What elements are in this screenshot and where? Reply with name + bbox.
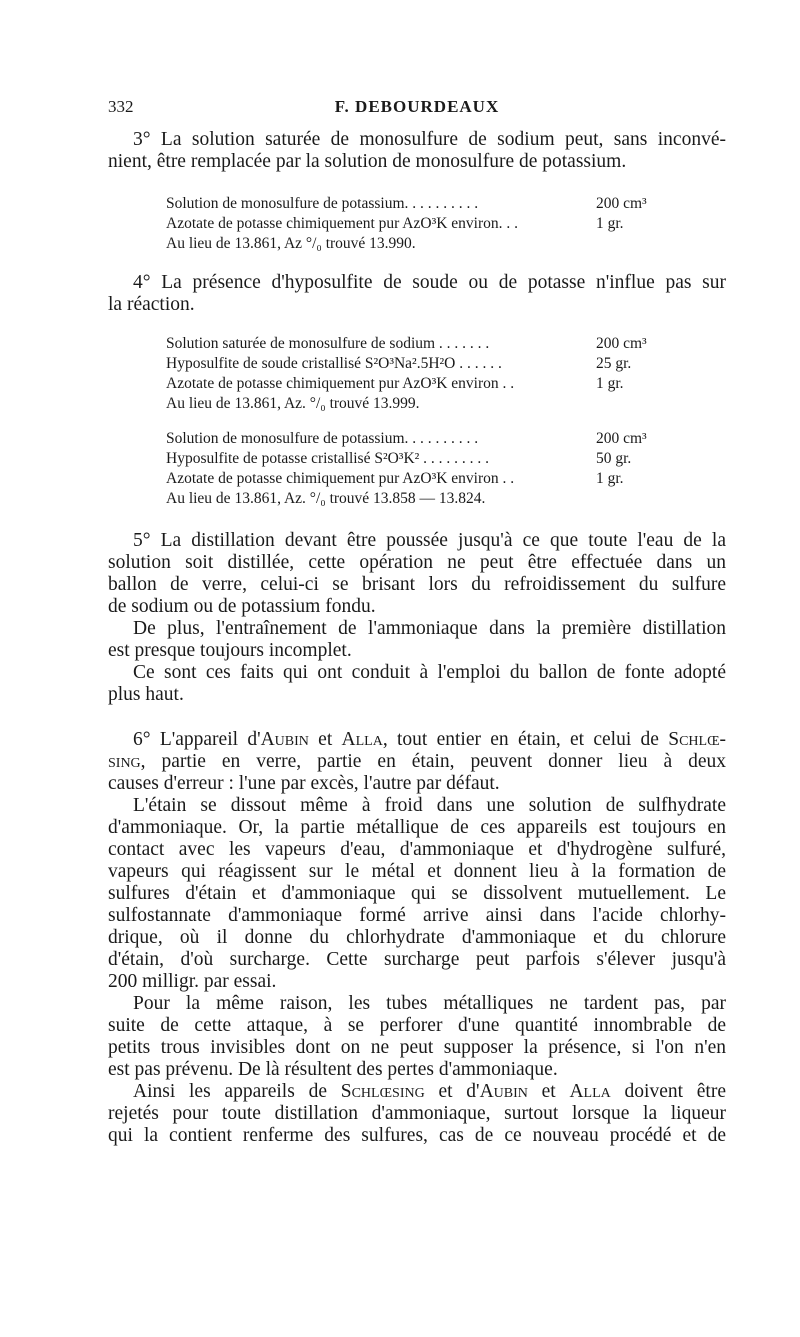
text-line: la réaction. [108,294,195,315]
text-line: 5° La distillation devant être poussée jusqu'à ce que toute l'eau de la [133,530,726,551]
ingredient-amount: 200 cm³ [596,430,647,447]
ingredient-amount: 200 cm³ [596,335,647,352]
ingredient-label: Azotate de potasse chimiquement pur AzO³K environ . . [166,470,515,487]
text-line: causes d'erreur : l'une par excès, l'autre par défaut. [108,773,500,794]
ingredient-amount: 1 gr. [596,470,624,487]
ingredient-amount: 25 gr. [596,355,632,372]
text-line: 3° La solution saturée de monosulfure de sodium peut, sans inconvé- [133,129,726,150]
recipe-row [166,354,666,374]
paragraph-6 [108,729,726,1147]
text-line: suite de cette attaque, à se perforer d'une quantité innombrable de [108,1015,726,1036]
text-line: Ainsi les appareils de Schlœsing et d'Aubin et Alla doivent être [133,1081,726,1102]
page-number: 332 [108,97,134,116]
recipe-row [166,214,666,234]
text-line: est pas prévenu. De là résultent des pertes d'ammoniaque. [108,1059,558,1080]
text-line: qui la contient renferme des sulfures, cas de ce nouveau procédé et de [108,1125,726,1146]
author-name: Schlœsing [340,1081,425,1102]
recipe-row [166,194,666,214]
result-line: Au lieu de 13.861, Az. °/₀ trouvé 13.858 — 13.824. [166,490,486,507]
text-line: Ce sont ces faits qui ont conduit à l'emploi du ballon de fonte adopté [133,662,726,683]
ingredient-label: Solution de monosulfure de potassium. . . . . . . . . . [166,195,479,212]
ingredient-amount: 50 gr. [596,450,632,467]
text-line: rejetés pour toute distillation d'ammoniaque, surtout lorsque la liqueur [108,1103,726,1124]
recipe-potassium-hyposulfite [166,429,666,509]
text-line: sulfostannate d'ammoniaque formé arrive ainsi dans l'acide chlorhy- [108,905,726,926]
text-line: d'ammoniaque. Or, la partie métallique de ces appareils est toujours en [108,817,726,838]
paragraph-3 [108,129,726,173]
ingredient-amount: 200 cm³ [596,195,647,212]
text-line: Pour la même raison, les tubes métalliques ne tardent pas, par [133,993,726,1014]
recipe-row [166,449,666,469]
text-line: De plus, l'entraînement de l'ammoniaque dans la première distillation [133,618,726,639]
text-line: L'étain se dissout même à froid dans une solution de sulfhydrate [133,795,726,816]
author-name: Alla [341,729,383,750]
text-line: sulfures d'étain et d'ammoniaque qui se dissolvent mutuellement. Le [108,883,726,904]
text-line: petits trous invisibles dont on ne peut supposer la présence, si l'on n'en [108,1037,726,1058]
text-line: d'étain, d'où surcharge. Cette surcharge peut parfois s'élever jusqu'à [108,949,726,970]
author-name: Aubin [479,1081,528,1102]
text-line: 4° La présence d'hyposulfite de soude ou de potasse n'influe pas sur [133,272,726,293]
author-name: Schlœ- [668,729,727,750]
recipe-row [166,374,666,394]
ingredient-label: Azotate de potasse chimiquement pur AzO³K environ. . . [166,215,519,232]
recipe-row [166,429,666,449]
running-title: F. DEBOURDEAUX [334,97,500,116]
author-name: Alla [569,1081,611,1102]
recipe-row [166,469,666,489]
recipe-row [166,334,666,354]
paragraph-4 [108,272,726,316]
ingredient-label: Hyposulfite de potasse cristallisé S²O³K² . . . . . . . . . [166,450,490,467]
text-line: sing, partie en verre, partie en étain, peuvent donner lieu à deux [108,751,726,772]
text-line: plus haut. [108,684,184,705]
paragraph-5 [108,530,726,706]
ingredient-label: Solution saturée de monosulfure de sodium . . . . . . . [166,335,490,352]
text-line: ballon de verre, celui-ci se brisant lors du refroidissement du sulfure [108,574,726,595]
result-line: Au lieu de 13.861, Az. °/₀ trouvé 13.999. [166,395,420,412]
text-line: drique, où il donne du chlorhydrate d'ammoniaque et du chlorure [108,927,726,948]
text-line: 6° L'appareil d'Aubin et Alla, tout entier en étain, et celui de Schlœ- [133,729,727,750]
text-line: est presque toujours incomplet. [108,640,352,661]
text-line: de sodium ou de potassium fondu. [108,596,376,617]
text-line: 200 milligr. par essai. [108,971,277,992]
running-header [108,97,726,121]
result-line: Au lieu de 13.861, Az °/₀ trouvé 13.990. [166,235,416,252]
author-name: sing [108,751,141,772]
text-line: vapeurs qui réagissent sur le métal et donnent lieu à la formation de [108,861,726,882]
text-line: contact avec les vapeurs d'eau, d'ammoniaque et d'hydrogène sulfuré, [108,839,726,860]
text-line: solution soit distillée, cette opération ne peut être effectuée dans un [108,552,726,573]
text-line: nient, être remplacée par la solution de monosulfure de potassium. [108,151,627,172]
ingredient-label: Azotate de potasse chimiquement pur AzO³K environ . . [166,375,515,392]
author-name: Aubin [260,729,309,750]
ingredient-amount: 1 gr. [596,375,624,392]
ingredient-amount: 1 gr. [596,215,624,232]
recipe-potassium [166,194,666,254]
recipe-sodium-hyposulfite [166,334,666,414]
ingredient-label: Solution de monosulfure de potassium. . . . . . . . . . [166,430,479,447]
ingredient-label: Hyposulfite de soude cristallisé S²O³Na².5H²O . . . . . . [166,355,502,372]
